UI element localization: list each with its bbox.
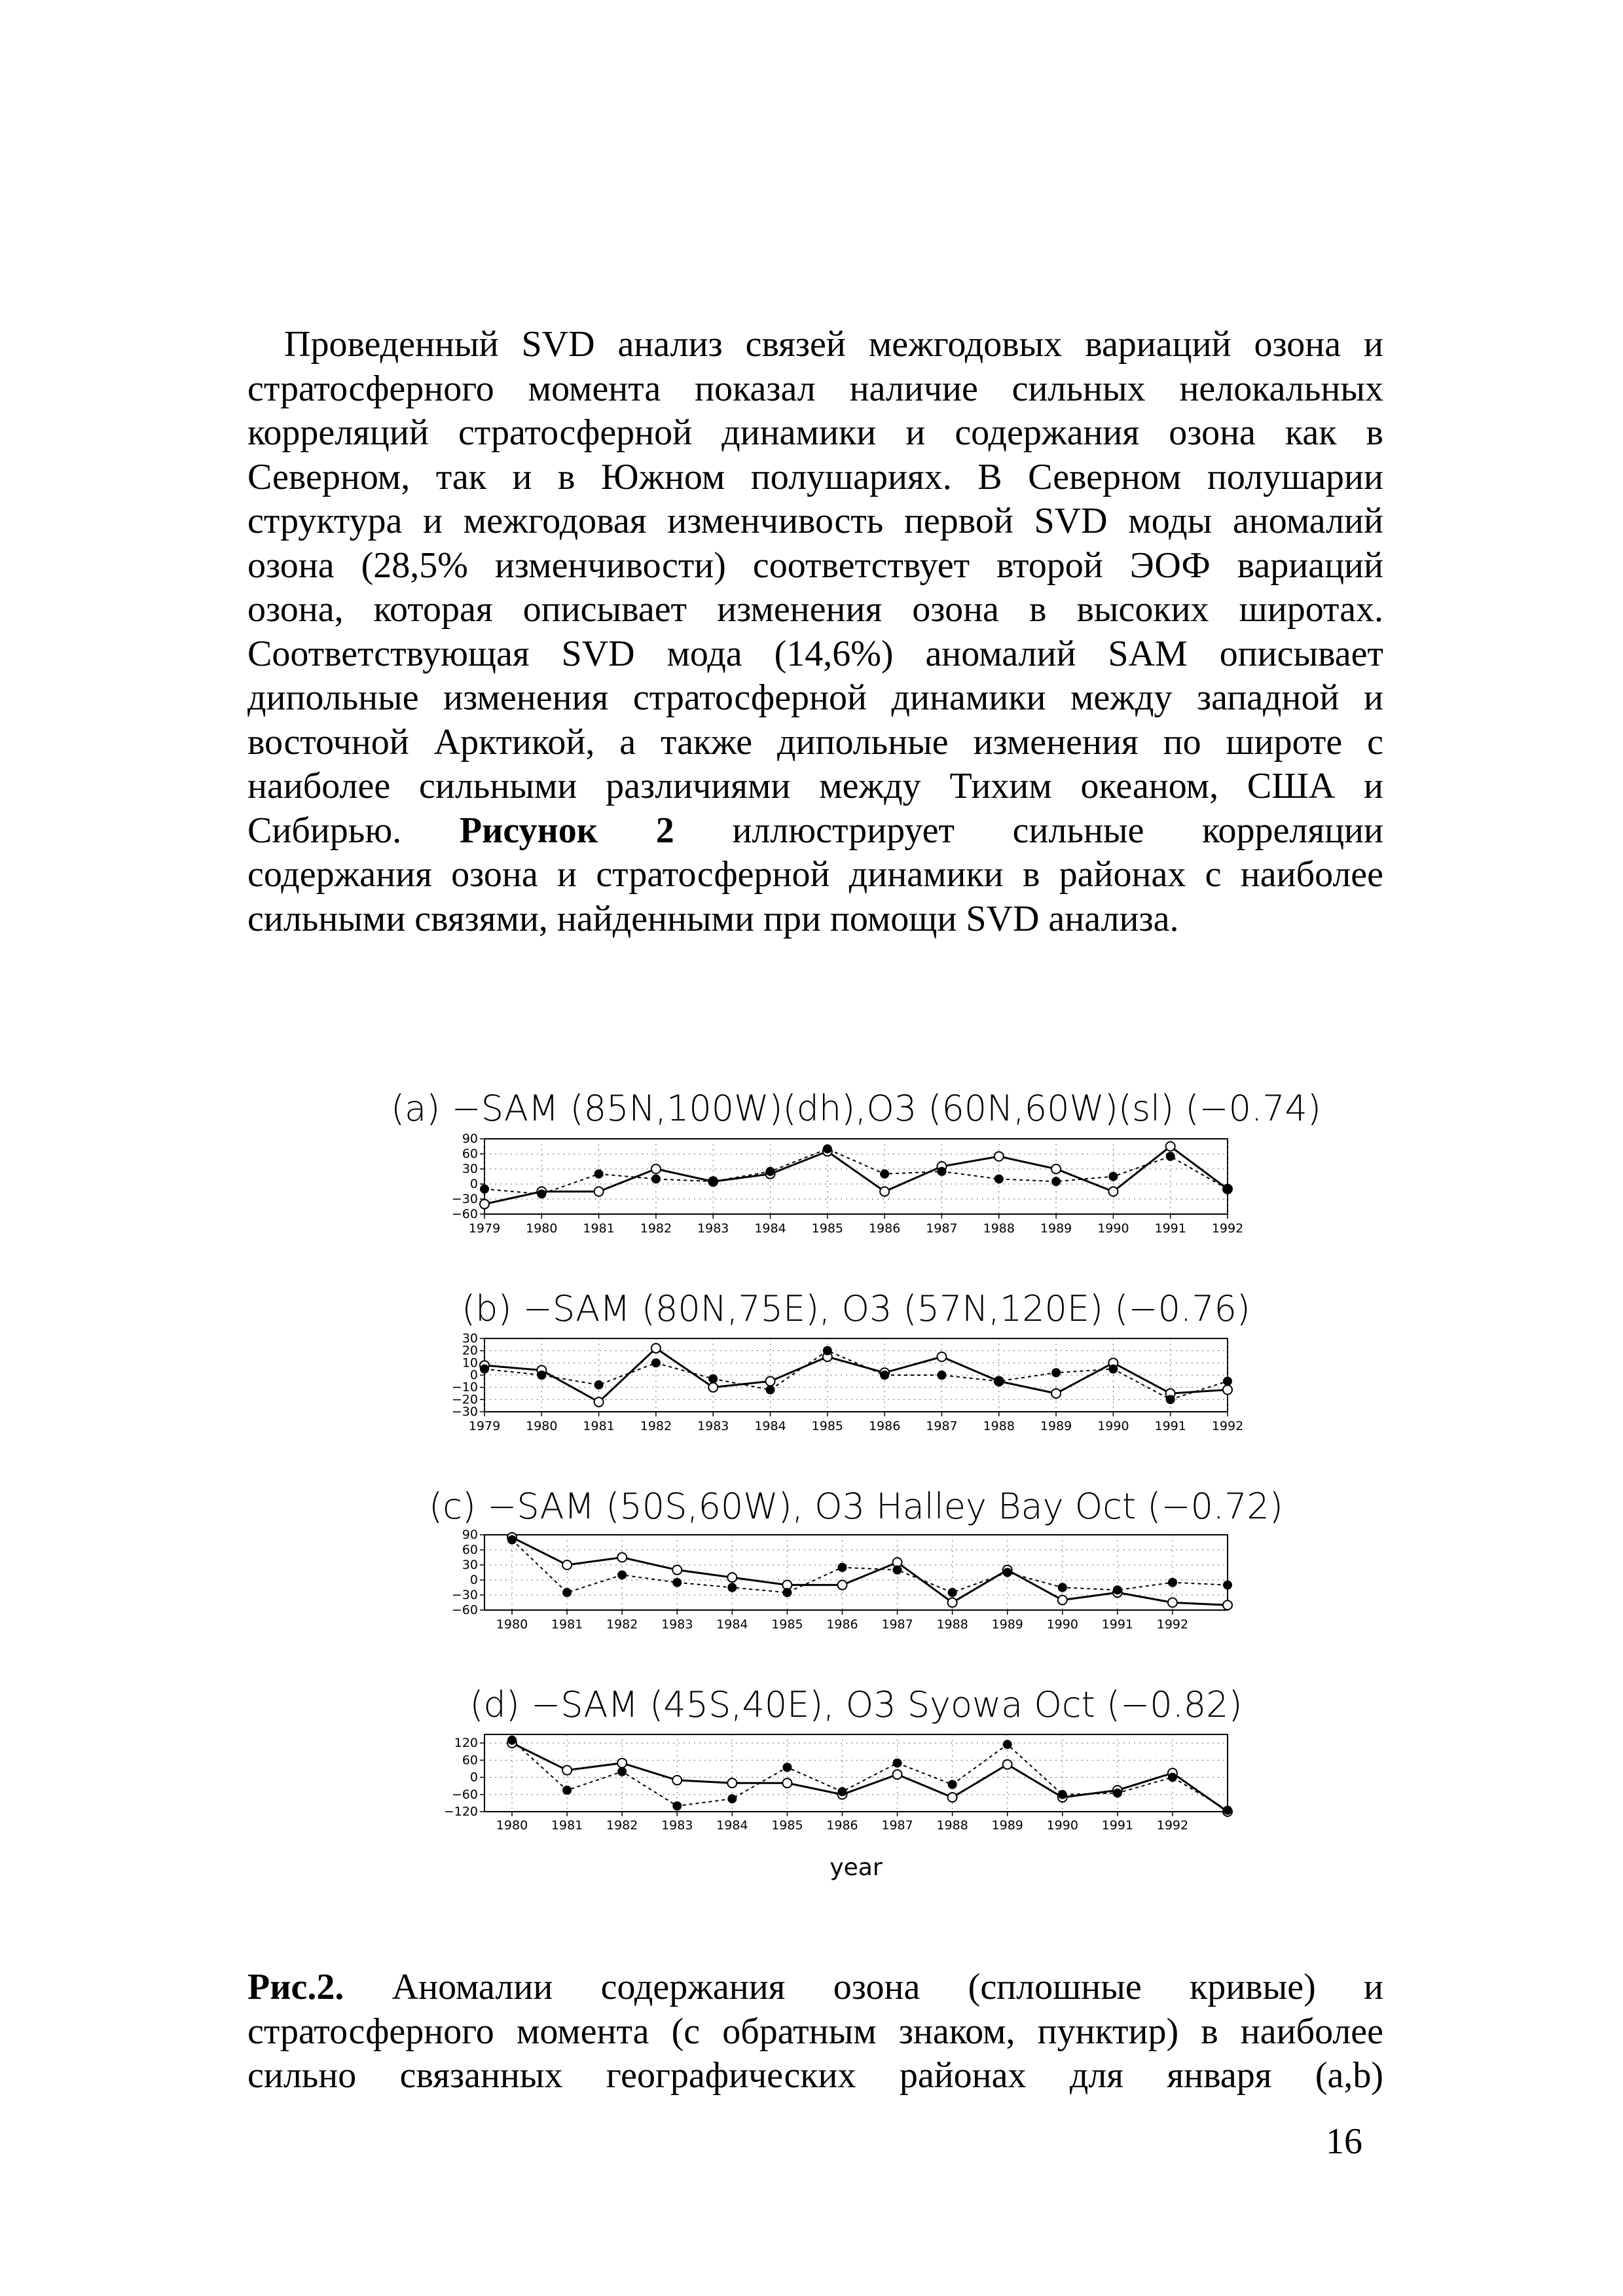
sam-data-point [618, 1768, 626, 1776]
sam-data-point [938, 1168, 945, 1175]
x-tick-label: 1981 [551, 1818, 583, 1833]
x-tick-label: 1982 [606, 1818, 638, 1833]
plot-frame [484, 1535, 1228, 1610]
sam-data-point [894, 1759, 902, 1767]
body-line: сильными связями, найденными при помощи SVD анализа. [247, 898, 1179, 939]
x-tick-label: 1991 [1101, 1617, 1134, 1632]
sam-data-point [1109, 1365, 1117, 1373]
body-line: дипольные изменения стратосферной динамики между западной и [247, 677, 1383, 718]
sam-data-point [538, 1190, 545, 1198]
y-tick-label: 30 [462, 1558, 478, 1572]
sam-data-point [481, 1365, 488, 1373]
y-tick-label: −30 [451, 1588, 478, 1602]
body-line: озона (28,5% изменчивости) соответствует второй ЭОФ вариаций [247, 545, 1383, 586]
caption-line: сильно связанных географических районах для января (a,b) [247, 2055, 1383, 2096]
x-tick-label: 1988 [936, 1818, 968, 1833]
sam-data-point [673, 1579, 681, 1587]
sam-data-point [894, 1566, 902, 1574]
ozone-data-point [651, 1164, 661, 1174]
sam-data-point [1169, 1579, 1176, 1587]
sam-data-point [881, 1170, 888, 1178]
sam-data-point [652, 1175, 660, 1183]
ozone-data-point [1223, 1385, 1232, 1394]
sam-data-point [728, 1584, 736, 1592]
sam-data-point [481, 1185, 488, 1193]
ozone-data-point [1166, 1142, 1175, 1151]
sam-data-point [709, 1177, 717, 1185]
body-line: структура и межгодовая изменчивость первой SVD моды аномалий [247, 501, 1383, 541]
figure-caption [247, 1965, 1383, 2098]
x-tick-label: 1992 [1211, 1419, 1244, 1433]
y-tick-label: 90 [462, 1528, 478, 1542]
ozone-data-point [837, 1581, 847, 1590]
y-tick-label: 30 [462, 1331, 478, 1346]
body-line: наиболее сильными различиями между Тихим океаном, США и [247, 766, 1383, 806]
sam-data-point [838, 1787, 846, 1795]
ozone-data-point [617, 1553, 627, 1562]
ozone-data-point [1168, 1598, 1177, 1607]
sam-data-point [1224, 1185, 1231, 1193]
x-tick-label: 1986 [868, 1221, 901, 1236]
chart-title: (c) −SAM (50S,60W), O3 Halley Bay Oct (−0.72) [429, 1486, 1283, 1527]
x-tick-label: 1985 [771, 1617, 803, 1632]
ozone-series-line [484, 1348, 1228, 1402]
sam-data-point [1059, 1791, 1067, 1799]
x-tick-label: 1988 [936, 1617, 968, 1632]
sam-data-point [1224, 1581, 1231, 1589]
y-tick-label: 10 [462, 1355, 478, 1371]
x-tick-label: 1982 [640, 1221, 672, 1236]
sam-data-point [767, 1168, 775, 1175]
sam-data-point [709, 1375, 717, 1383]
sam-data-point [563, 1786, 571, 1794]
x-tick-label: 1980 [496, 1617, 528, 1632]
sam-data-point [618, 1571, 626, 1579]
figure-reference: Рисунок 2 [459, 810, 674, 851]
ozone-data-point [594, 1187, 604, 1196]
ozone-data-point [672, 1776, 682, 1785]
caption-line: стратосферного момента (с обратным знаком, пунктир) в наиболее [247, 2011, 1383, 2052]
sam-data-point [995, 1175, 1003, 1183]
sam-data-point [1224, 1377, 1231, 1385]
sam-data-point [783, 1763, 791, 1771]
sam-data-point [538, 1371, 545, 1379]
x-tick-label: 1990 [1046, 1818, 1078, 1833]
caption-label: Рис.2. [247, 1967, 344, 2007]
sam-data-point [508, 1536, 516, 1544]
sam-data-point [949, 1588, 957, 1596]
body-line: корреляций стратосферной динамики и содержания озона как в [247, 412, 1383, 453]
x-tick-label: 1983 [697, 1221, 729, 1236]
x-axis-label: year [830, 1854, 883, 1881]
x-tick-label: 1987 [881, 1818, 913, 1833]
sam-data-point [1109, 1173, 1117, 1181]
ozone-data-point [880, 1187, 889, 1196]
sam-data-point [938, 1371, 945, 1379]
x-tick-label: 1989 [991, 1617, 1023, 1632]
x-tick-label: 1987 [881, 1617, 913, 1632]
ozone-data-point [937, 1352, 946, 1361]
sam-data-point [1004, 1740, 1012, 1748]
y-tick-label: 120 [454, 1736, 478, 1751]
ozone-data-point [782, 1778, 792, 1787]
x-tick-label: 1979 [468, 1419, 501, 1433]
y-tick-label: −120 [443, 1804, 478, 1819]
sam-data-point [563, 1588, 571, 1596]
caption-line [247, 1965, 1383, 2010]
y-tick-label: 0 [469, 1368, 478, 1382]
sam-data-point [1114, 1586, 1122, 1594]
body-line: Проведенный SVD анализ связей межгодовых вариаций озона и [284, 324, 1383, 365]
sam-data-point [728, 1795, 736, 1803]
x-tick-label: 1984 [716, 1617, 748, 1632]
y-tick-label: −60 [451, 1603, 478, 1617]
x-tick-label: 1984 [754, 1221, 786, 1236]
x-tick-label: 1979 [468, 1221, 501, 1236]
body-line: восточной Арктикой, а также дипольные изменения по широте с [247, 721, 1383, 762]
ozone-data-point [727, 1778, 737, 1787]
sam-data-point [652, 1359, 660, 1367]
sam-series-line [512, 1540, 1228, 1593]
sam-data-point [595, 1170, 603, 1178]
body-line: содержания озона и стратосферной динамики в районах с наиболее [247, 854, 1383, 895]
figure-2-chart-panels [391, 1073, 1321, 1918]
ozone-data-point [651, 1344, 661, 1353]
x-tick-label: 1990 [1097, 1419, 1129, 1433]
x-tick-label: 1985 [811, 1419, 844, 1433]
sam-data-point [1167, 1395, 1175, 1403]
ozone-data-point [480, 1200, 489, 1209]
sam-data-point [1114, 1789, 1122, 1797]
x-tick-label: 1980 [526, 1419, 558, 1433]
y-tick-label: 90 [462, 1132, 478, 1146]
ozone-data-point [594, 1397, 604, 1407]
x-tick-label: 1987 [926, 1221, 958, 1236]
sam-data-point [824, 1145, 831, 1153]
body-line: стратосферного момента показал наличие сильных нелокальных [247, 368, 1383, 409]
x-tick-label: 1990 [1046, 1617, 1078, 1632]
x-tick-label: 1983 [661, 1818, 693, 1833]
x-tick-label: 1986 [826, 1617, 858, 1632]
body-text-segment: Сибирью. [247, 810, 402, 851]
x-tick-label: 1981 [583, 1419, 615, 1433]
x-tick-label: 1990 [1097, 1221, 1129, 1236]
ozone-data-point [766, 1376, 775, 1386]
y-tick-label: 0 [469, 1573, 478, 1587]
x-tick-label: 1992 [1156, 1818, 1189, 1833]
sam-data-point [838, 1564, 846, 1571]
x-tick-label: 1985 [811, 1221, 844, 1236]
sam-data-point [1059, 1584, 1067, 1592]
plot-frame [484, 1734, 1228, 1812]
sam-data-point [673, 1802, 681, 1810]
x-tick-label: 1980 [496, 1818, 528, 1833]
body-line: Северном, так и в Южном полушариях. В Северном полушарии [247, 456, 1383, 497]
x-tick-label: 1989 [1040, 1419, 1072, 1433]
sam-data-point [1224, 1806, 1231, 1814]
ozone-data-point [1223, 1600, 1232, 1609]
x-tick-label: 1991 [1154, 1419, 1186, 1433]
y-tick-label: 60 [462, 1543, 478, 1557]
x-tick-label: 1983 [697, 1419, 729, 1433]
y-tick-label: 0 [469, 1770, 478, 1785]
x-tick-label: 1982 [640, 1419, 672, 1433]
sam-data-point [1052, 1369, 1060, 1376]
caption-text: Аномалии содержания озона (сплошные кривые) и [392, 1967, 1384, 2007]
sam-series-line [484, 1351, 1228, 1400]
x-tick-label: 1987 [926, 1419, 958, 1433]
x-tick-label: 1989 [991, 1818, 1023, 1833]
y-tick-label: 0 [469, 1177, 478, 1191]
ozone-data-point [672, 1566, 682, 1575]
x-tick-label: 1986 [868, 1419, 901, 1433]
y-tick-label: −60 [451, 1207, 478, 1221]
y-tick-label: −30 [451, 1405, 478, 1419]
ozone-data-point [727, 1573, 737, 1582]
sam-data-point [783, 1588, 791, 1596]
ozone-data-point [562, 1560, 572, 1570]
body-line: озона, которая описывает изменения озона в высоких широтах. [247, 589, 1383, 630]
ozone-data-point [1108, 1187, 1118, 1196]
x-tick-label: 1985 [771, 1818, 803, 1833]
y-tick-label: 20 [462, 1343, 478, 1358]
x-tick-label: 1986 [826, 1818, 858, 1833]
x-tick-label: 1981 [583, 1221, 615, 1236]
ozone-data-point [1051, 1389, 1061, 1398]
y-tick-label: −20 [451, 1392, 478, 1407]
sam-data-point [1004, 1569, 1012, 1577]
x-tick-label: 1984 [716, 1818, 748, 1833]
x-tick-label: 1991 [1154, 1221, 1186, 1236]
x-tick-label: 1992 [1156, 1617, 1189, 1632]
x-tick-label: 1992 [1211, 1221, 1244, 1236]
figure-2 [391, 1073, 1321, 1918]
ozone-data-point [617, 1759, 627, 1768]
sam-data-point [995, 1377, 1003, 1385]
sam-data-point [767, 1386, 775, 1393]
y-tick-label: 60 [462, 1147, 478, 1161]
sam-data-point [881, 1371, 888, 1379]
ozone-data-point [994, 1152, 1004, 1161]
ozone-data-point [1003, 1760, 1012, 1769]
y-tick-label: 30 [462, 1162, 478, 1176]
ozone-data-point [562, 1766, 572, 1775]
sam-data-point [824, 1347, 831, 1355]
ozone-data-point [893, 1770, 902, 1779]
ozone-data-point [1051, 1164, 1061, 1174]
body-text-segment: иллюстрирует сильные корреляции [732, 810, 1383, 851]
y-tick-label: 60 [462, 1753, 478, 1768]
x-tick-label: 1988 [983, 1419, 1015, 1433]
x-tick-label: 1991 [1101, 1818, 1134, 1833]
x-tick-label: 1984 [754, 1419, 786, 1433]
x-tick-label: 1989 [1040, 1221, 1072, 1236]
x-tick-label: 1982 [606, 1617, 638, 1632]
sam-data-point [508, 1736, 516, 1744]
x-tick-label: 1988 [983, 1221, 1015, 1236]
y-tick-label: −60 [451, 1787, 478, 1802]
y-tick-label: −10 [451, 1380, 478, 1395]
sam-data-point [595, 1381, 603, 1389]
body-line-with-figure-ref [247, 809, 1383, 853]
ozone-data-point [1058, 1596, 1067, 1605]
chart-title: (b) −SAM (80N,75E), O3 (57N,120E) (−0.76) [462, 1288, 1250, 1329]
x-tick-label: 1981 [551, 1617, 583, 1632]
x-tick-label: 1980 [526, 1221, 558, 1236]
ozone-data-point [948, 1793, 957, 1802]
body-paragraph [247, 323, 1383, 941]
chart-title: (d) −SAM (45S,40E), O3 Syowa Oct (−0.82) [469, 1684, 1243, 1725]
body-line: Соответствующая SVD мода (14,6%) аномалий SAM описывает [247, 633, 1383, 674]
sam-data-point [1052, 1177, 1060, 1185]
sam-data-point [1167, 1153, 1175, 1160]
page-number: 16 [1326, 2121, 1362, 2162]
ozone-data-point [708, 1383, 718, 1392]
chart-title: (a) −SAM (85N,100W)(dh),O3 (60N,60W)(sl) (−0.74) [391, 1088, 1321, 1129]
ozone-data-point [948, 1598, 957, 1607]
x-tick-label: 1983 [661, 1617, 693, 1632]
sam-data-point [949, 1780, 957, 1788]
sam-data-point [1169, 1774, 1176, 1782]
y-tick-label: −30 [451, 1192, 478, 1206]
